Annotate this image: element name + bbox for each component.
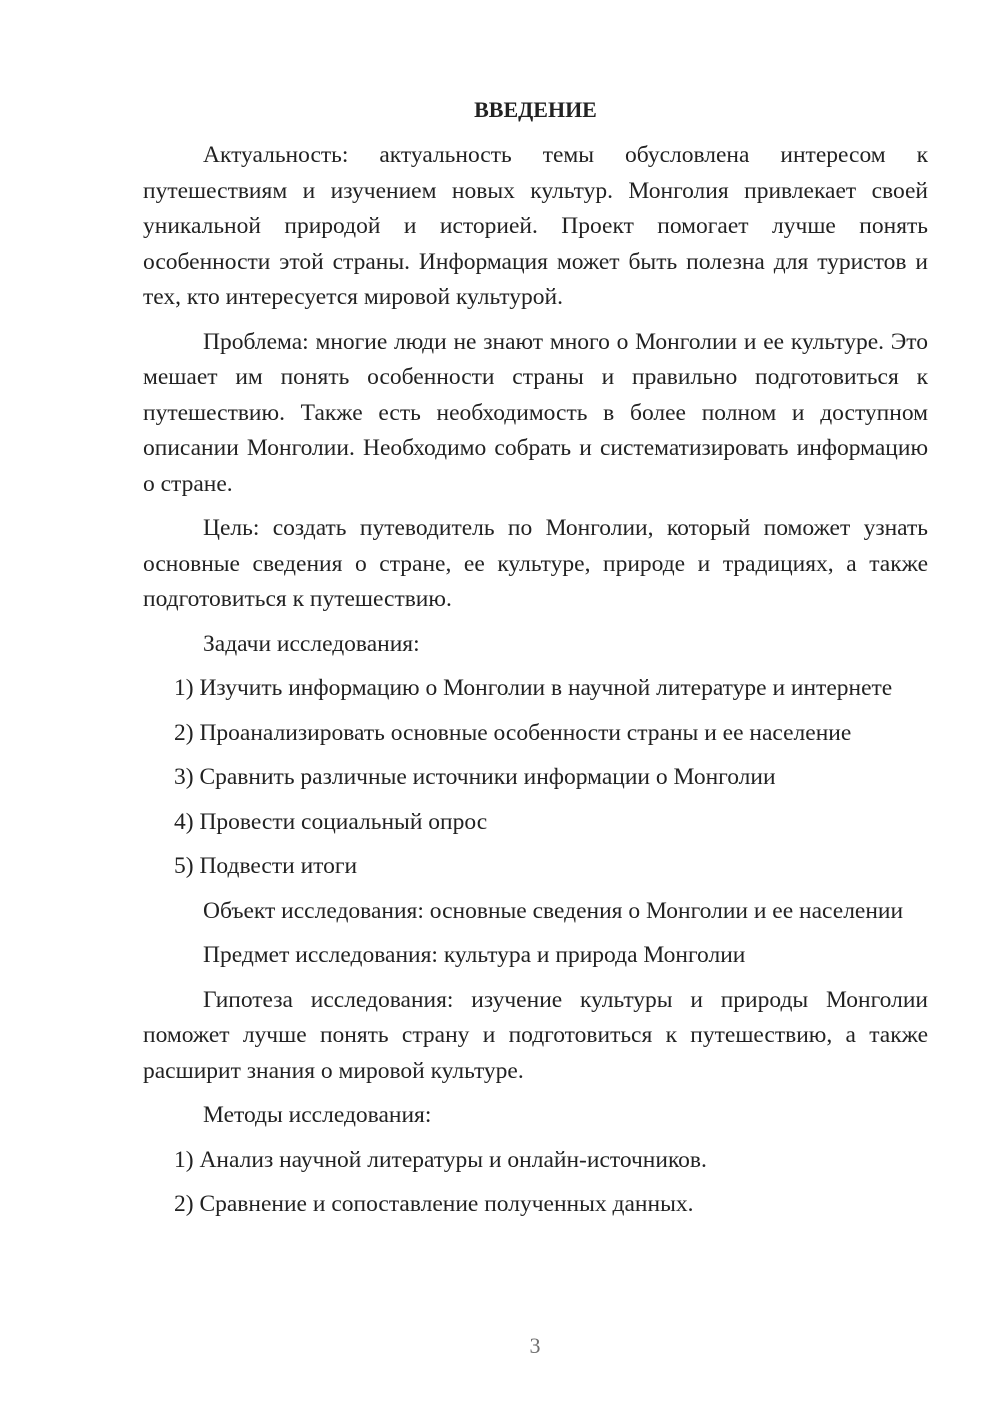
object-paragraph: Объект исследования: основные сведения о Монголии и ее населении	[203, 897, 904, 924]
task-item: 3) Сравнить различные источники информации о Монголии	[174, 764, 776, 790]
task-item: 1) Изучить информацию о Монголии в научной литературе и интернете	[174, 675, 893, 701]
problem-paragraph: Проблема: многие люди не знают много о Монголии и ее культуре. Это мешает им понять особенности страны и правильно подготовиться к путешествию. Также есть необходимость в более полном и доступном описании Монголии. Необходимо собрать и систематизировать информацию о стране.	[143, 328, 928, 497]
task-item: 2) Проанализировать основные особенности страны и ее население	[174, 719, 852, 746]
task-item: 4) Провести социальный опрос	[174, 808, 488, 835]
subject-paragraph: Предмет исследования: культура и природа Монголии	[203, 942, 746, 968]
page-content	[143, 96, 928, 1232]
goal-paragraph: Цель: создать путеводитель по Монголии, который поможет узнать основные сведения о стране, ее культуре, природе и традициях, а также подготовиться к путешествию.	[143, 515, 928, 612]
method-item: 2) Сравнение и сопоставление полученных данных.	[174, 1191, 694, 1217]
relevance-paragraph: Актуальность: актуальность темы обусловлена интересом к путешествиям и изучением новых культур. Монголия привлекает своей уникальной природой и историей. Проект помогает лучше понять особенности этой страны. Информация может быть полезна для туристов и тех, кто интересуется мировой культурой.	[143, 142, 928, 310]
hypothesis-paragraph: Гипотеза исследования: изучение культуры и природы Монголии поможет лучше понять страну и подготовиться к путешествию, а также расширит знания о мировой культуре.	[143, 986, 928, 1084]
methods-heading: Методы исследования:	[203, 1102, 432, 1128]
tasks-heading: Задачи исследования:	[203, 630, 420, 657]
page-number: 3	[529, 1333, 541, 1358]
method-item: 1) Анализ научной литературы и онлайн-источников.	[174, 1146, 707, 1173]
section-title: ВВЕДЕНИЕ	[474, 97, 597, 122]
task-item: 5) Подвести итоги	[174, 853, 358, 879]
